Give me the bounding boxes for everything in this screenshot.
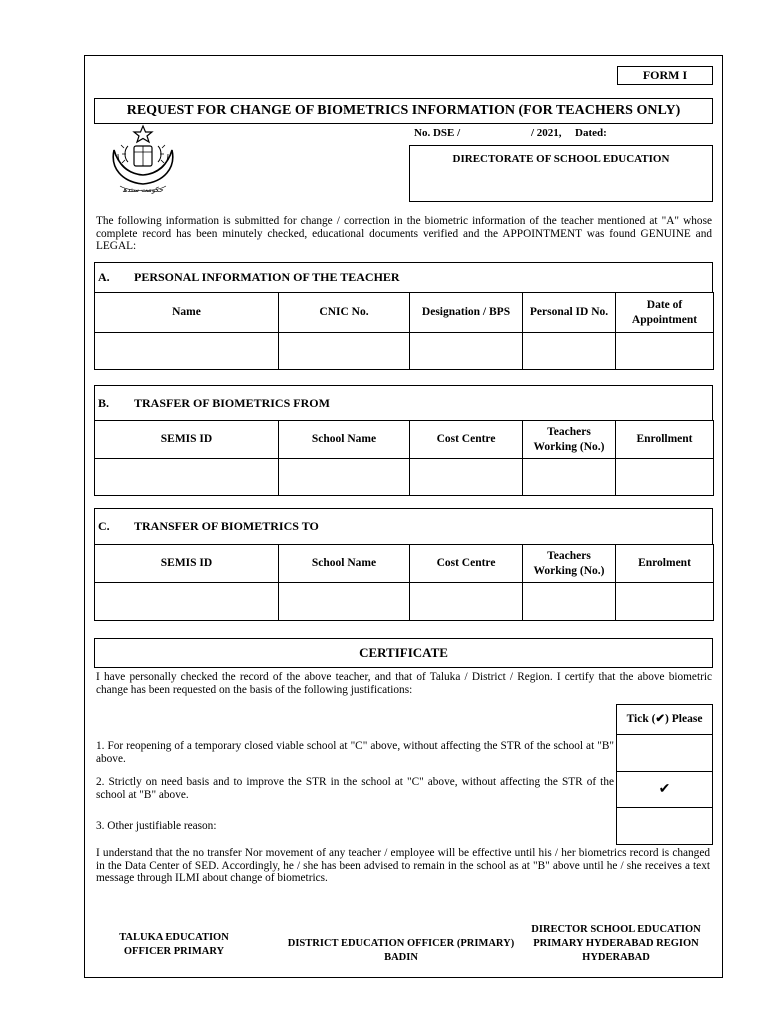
semis-id-cell[interactable] — [95, 459, 279, 496]
column-header: School Name — [279, 545, 410, 583]
directorate-name: DIRECTORATE OF SCHOOL EDUCATION — [452, 153, 670, 165]
section-a-header — [94, 262, 713, 293]
certificate-statement: I have personally checked the record of the above teacher, and that of Taluka / District / Region. I certify that the above biometric change has been requested on the basis of the following justifications: — [96, 671, 712, 696]
column-header: Cost Centre — [410, 421, 523, 459]
column-header: Enrollment — [616, 421, 714, 459]
teachers-working-cell[interactable] — [523, 583, 616, 621]
section-b-table — [94, 420, 714, 496]
column-header: Cost Centre — [410, 545, 523, 583]
reason-1-text: 1. For reopening of a temporary closed viable school at "C" above, without affecting the STR of the school at "B" above. — [96, 740, 614, 765]
reason-2-text: 2. Strictly on need basis and to improve the STR in the school at "C" above, without affecting the STR of the school at "B" above. — [96, 776, 614, 801]
reference-year: / 2021, — [531, 127, 562, 139]
emblem-text: حکومت سندھ — [122, 186, 164, 194]
section-c-header — [94, 508, 713, 545]
column-header: Enrolment — [616, 545, 714, 583]
section-b-letter: B. — [98, 395, 110, 410]
cost-centre-cell[interactable] — [410, 459, 523, 496]
section-b-entry-row — [95, 459, 714, 496]
column-header: SEMIS ID — [95, 545, 279, 583]
section-a-header-row — [95, 293, 714, 333]
section-a-title: PERSONAL INFORMATION OF THE TEACHER — [134, 270, 400, 284]
taluka-education-officer-signatory: TALUKA EDUCATION OFFICER PRIMARY — [119, 932, 229, 957]
column-header: Personal ID No. — [523, 293, 616, 333]
section-a-table — [94, 292, 714, 370]
column-header: Teachers Working (No.) — [523, 421, 616, 459]
school-name-cell[interactable] — [279, 459, 410, 496]
personal-id-cell[interactable] — [523, 333, 616, 370]
section-c-header-row — [95, 545, 714, 583]
deo-title: DISTRICT EDUCATION OFFICER (PRIMARY) — [287, 938, 515, 949]
appointment-date-cell[interactable] — [616, 333, 714, 370]
column-header: SEMIS ID — [95, 421, 279, 459]
school-name-cell[interactable] — [279, 583, 410, 621]
form-number-label: FORM I — [617, 66, 713, 85]
column-header: Designation / BPS — [410, 293, 523, 333]
directorate-box — [409, 145, 713, 202]
section-c-title: TRANSFER OF BIOMETRICS TO — [134, 519, 319, 533]
section-a-entry-row — [95, 333, 714, 370]
column-header: Date of Appointment — [616, 293, 714, 333]
section-b-header — [94, 385, 713, 421]
reference-number-label: No. DSE / — [414, 127, 461, 139]
certificate-heading: CERTIFICATE — [94, 638, 713, 668]
reason-2-tick-box[interactable]: ✔ — [616, 771, 713, 808]
sindh-government-emblem — [104, 124, 182, 194]
designation-cell[interactable] — [410, 333, 523, 370]
section-c-letter: C. — [98, 519, 110, 533]
cnic-cell[interactable] — [279, 333, 410, 370]
reason-3-text: 3. Other justifiable reason: — [96, 820, 217, 832]
director-title: DIRECTOR SCHOOL EDUCATION — [531, 924, 701, 935]
semis-id-cell[interactable] — [95, 583, 279, 621]
section-c-entry-row — [95, 583, 714, 621]
name-cell[interactable] — [95, 333, 279, 370]
tick-column-header: Tick (✔) Please — [616, 704, 713, 735]
enrolment-cell[interactable] — [616, 583, 714, 621]
section-b-title: TRASFER OF BIOMETRICS FROM — [134, 395, 330, 410]
section-a-letter: A. — [98, 270, 110, 284]
deo-district: BADIN — [384, 952, 418, 963]
dated-label: Dated: — [575, 127, 607, 139]
section-c-table — [94, 544, 714, 621]
intro-paragraph: The following information is submitted for change / correction in the biometric information of the teacher mentioned at "A" whose complete record has been minutely checked, educational documents verified and the APPOINTMENT was found GENUINE and LEGAL: — [96, 215, 712, 252]
cost-centre-cell[interactable] — [410, 583, 523, 621]
column-header: CNIC No. — [279, 293, 410, 333]
teachers-working-cell[interactable] — [523, 459, 616, 496]
column-header: School Name — [279, 421, 410, 459]
district-education-officer-signatory — [286, 937, 516, 965]
reason-1-tick-box[interactable] — [616, 734, 713, 772]
column-header: Teachers Working (No.) — [523, 545, 616, 583]
director-region: PRIMARY HYDERABAD REGION — [533, 938, 699, 949]
director-school-education-signatory — [526, 923, 706, 965]
director-city: HYDERABAD — [582, 952, 650, 963]
form-title: REQUEST FOR CHANGE OF BIOMETRICS INFORMATION (FOR TEACHERS ONLY) — [94, 98, 713, 124]
reason-3-tick-box[interactable] — [616, 807, 713, 845]
enrollment-cell[interactable] — [616, 459, 714, 496]
section-b-header-row — [95, 421, 714, 459]
undertaking-paragraph: I understand that the no transfer Nor movement of any teacher / employee will be effective until his / her biometrics record is changed in the Data Center of SED. Accordingly, he / she has been advised to remain in the school as at "B" above until he / she receives a text message through ILMI about change of biometrics. — [96, 847, 710, 884]
column-header: Name — [95, 293, 279, 333]
